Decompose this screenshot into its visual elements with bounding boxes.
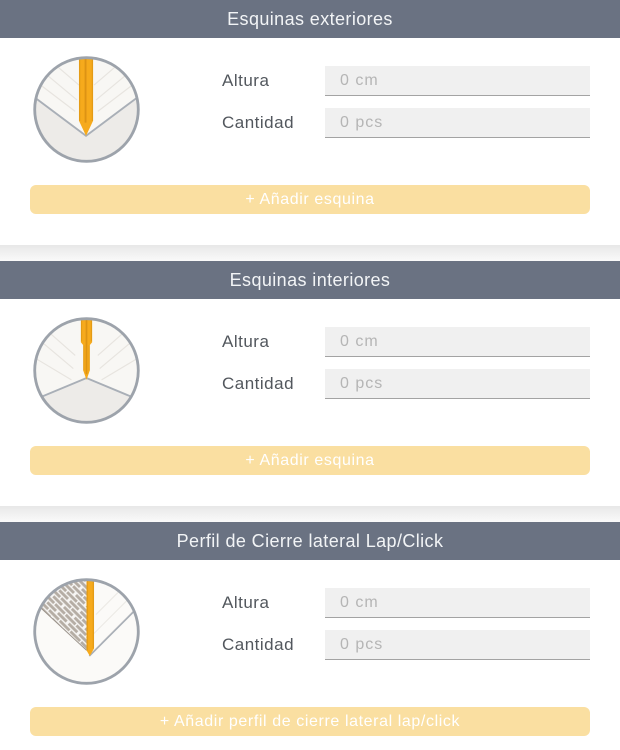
- add-esquina-exterior-button[interactable]: + Añadir esquina: [30, 185, 590, 214]
- section-divider-1: [0, 245, 620, 261]
- cantidad-input[interactable]: [325, 630, 590, 660]
- section-esquinas-interiores: [0, 261, 620, 506]
- section-header-3: [0, 522, 620, 560]
- field-cantidad-3: [222, 630, 590, 660]
- section-esquinas-exteriores: [0, 0, 620, 245]
- section-body-2: [0, 299, 620, 506]
- field-altura-2: [222, 327, 590, 357]
- footer-pad-2: [0, 475, 620, 506]
- interior-corner-icon: [30, 314, 143, 427]
- form-3: [222, 575, 590, 672]
- altura-input[interactable]: [325, 327, 590, 357]
- section-title-3: Perfil de Cierre lateral Lap/Click: [176, 530, 444, 551]
- section-perfil-cierre-lateral: [0, 522, 620, 750]
- side-closure-profile-icon: [30, 575, 143, 688]
- altura-label: Altura: [222, 71, 270, 90]
- altura-label: Altura: [222, 593, 270, 612]
- cantidad-label: Cantidad: [222, 374, 295, 393]
- form-1: [222, 53, 590, 150]
- cantidad-input[interactable]: [325, 369, 590, 399]
- altura-input[interactable]: [325, 588, 590, 618]
- section-header-2: [0, 261, 620, 299]
- exterior-corner-icon: [30, 53, 143, 166]
- form-2: [222, 314, 590, 411]
- field-cantidad-2: [222, 369, 590, 399]
- altura-label: Altura: [222, 332, 270, 351]
- altura-input[interactable]: [325, 66, 590, 96]
- icon-form-row-3: [0, 575, 620, 688]
- cantidad-label: Cantidad: [222, 113, 295, 132]
- add-esquina-interior-button[interactable]: + Añadir esquina: [30, 446, 590, 475]
- section-body-3: [0, 560, 620, 750]
- field-altura-3: [222, 588, 590, 618]
- section-divider-2: [0, 506, 620, 522]
- footer-pad-3: [0, 736, 620, 750]
- field-cantidad-1: [222, 108, 590, 138]
- section-header-1: [0, 0, 620, 38]
- cantidad-input[interactable]: [325, 108, 590, 138]
- footer-pad-1: [0, 214, 620, 245]
- section-title-2: Esquinas interiores: [229, 269, 391, 290]
- field-altura-1: [222, 66, 590, 96]
- icon-form-row-1: [0, 53, 620, 166]
- section-title-1: Esquinas exteriores: [227, 8, 393, 29]
- add-perfil-cierre-button[interactable]: + Añadir perfil de cierre lateral lap/click: [30, 707, 590, 736]
- section-body-1: [0, 38, 620, 245]
- cantidad-label: Cantidad: [222, 635, 295, 654]
- icon-form-row-2: [0, 314, 620, 427]
